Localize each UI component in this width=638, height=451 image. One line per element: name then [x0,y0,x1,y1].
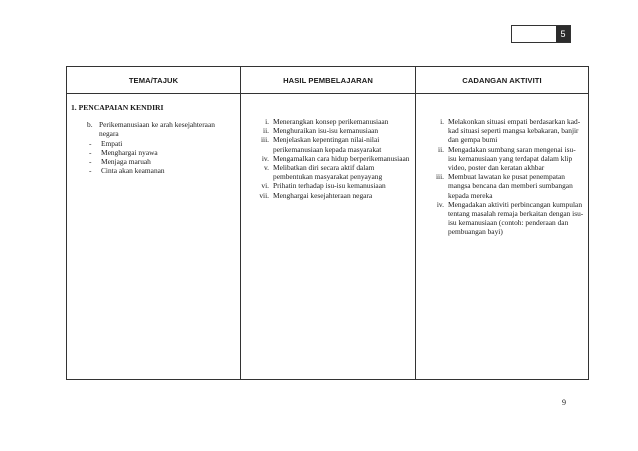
header-tema: TEMA/TAJUK [67,67,241,94]
list-item [245,135,411,153]
bullet-text: Cinta akan keamanan [101,166,165,176]
tema-cell [67,94,241,380]
header-aktiviti: CADANGAN AKTIVITI [416,67,589,94]
tema-item [71,120,236,138]
bullet-marker: - [89,166,92,176]
item-marker: iii. [260,135,269,145]
list-item [245,191,411,200]
list-item [420,117,584,145]
hasil-list [245,117,411,200]
list-item [420,200,584,237]
list-item [420,172,584,200]
list-item [245,126,411,135]
hasil-cell [241,94,416,380]
item-marker: i. [265,117,269,126]
tema-bullet [71,139,236,148]
item-text: Menjelaskan kepentingan nilai-nilai perikemanusiaan kepada masyarakat [273,135,382,154]
item-text: Menghuraikan isu-isu kemanusiaan [273,126,379,136]
item-marker: vi. [261,181,269,191]
header-hasil: HASIL PEMBELAJARAN [241,67,416,94]
syllabus-table [66,66,589,380]
bullet-marker: - [89,138,92,148]
tema-bullet [71,166,236,175]
item-text: Melibatkan diri secara aktif dalam pembentukan masyarakat penyayang [273,163,383,182]
item-text: Membuat lawatan ke pusat penempatan mangsa bencana dan memberi sumbangan kepada mereka [448,172,573,200]
tema-bullet [71,148,236,157]
table-header-row [67,67,589,94]
list-item [420,145,584,173]
tema-item-marker: b. [87,120,93,130]
badge-blank [512,26,556,42]
footer-page-number: 9 [562,398,566,407]
item-text: Mengamalkan cara hidup berperikemanusiaan [273,153,410,163]
aktiviti-list [420,117,584,237]
item-text: Mengadakan sumbang saran mengenai isu-isu kemanusiaan yang terdapat dalam klip video, poster dan keratan akhbar [448,144,576,173]
item-marker: ii. [438,144,444,154]
item-text: Mengadakan aktiviti perbincangan kumpulan tentang masalah remaja berkaitan dengan isu-isu kemanusiaan (contoh: penderaan dan pembuangan bayi) [448,199,584,237]
tema-item-text: Perikemanusiaan ke arah kesejahteraan negara [99,120,215,139]
tema-bullet [71,157,236,166]
section-title: 1. PENCAPAIAN KENDIRI [71,103,164,112]
bullet-marker: - [89,157,92,167]
bullet-text: Empati [101,138,123,148]
item-marker: v. [263,163,269,173]
item-marker: i. [440,117,444,126]
list-item [245,154,411,163]
item-marker: ii. [263,126,269,136]
list-item [245,163,411,181]
list-item [245,117,411,126]
item-marker: iii. [435,172,444,182]
badge-number: 5 [556,26,570,42]
item-text: Menghargai kesejahteraan negara [273,190,373,200]
item-text: Melakonkan situasi empati berdasarkan kad-kad situasi seperti mangsa kebakaran, banjir dan gempa bumi [448,117,581,145]
item-text: Prihatin terhadap isu-isu kemanusiaan [273,181,386,191]
bullet-text: Menghargai nyawa [101,147,158,157]
bullet-text: Menjaga maruah [101,157,151,167]
item-text: Menerangkan konsep perikemanusiaan [273,117,389,126]
table-row [67,94,589,380]
list-item [245,181,411,190]
item-marker: vii. [259,190,269,200]
bullet-marker: - [89,147,92,157]
item-marker: iv. [261,153,269,163]
aktiviti-cell [416,94,589,380]
item-marker: iv. [436,199,444,209]
page-number-badge [511,25,571,43]
